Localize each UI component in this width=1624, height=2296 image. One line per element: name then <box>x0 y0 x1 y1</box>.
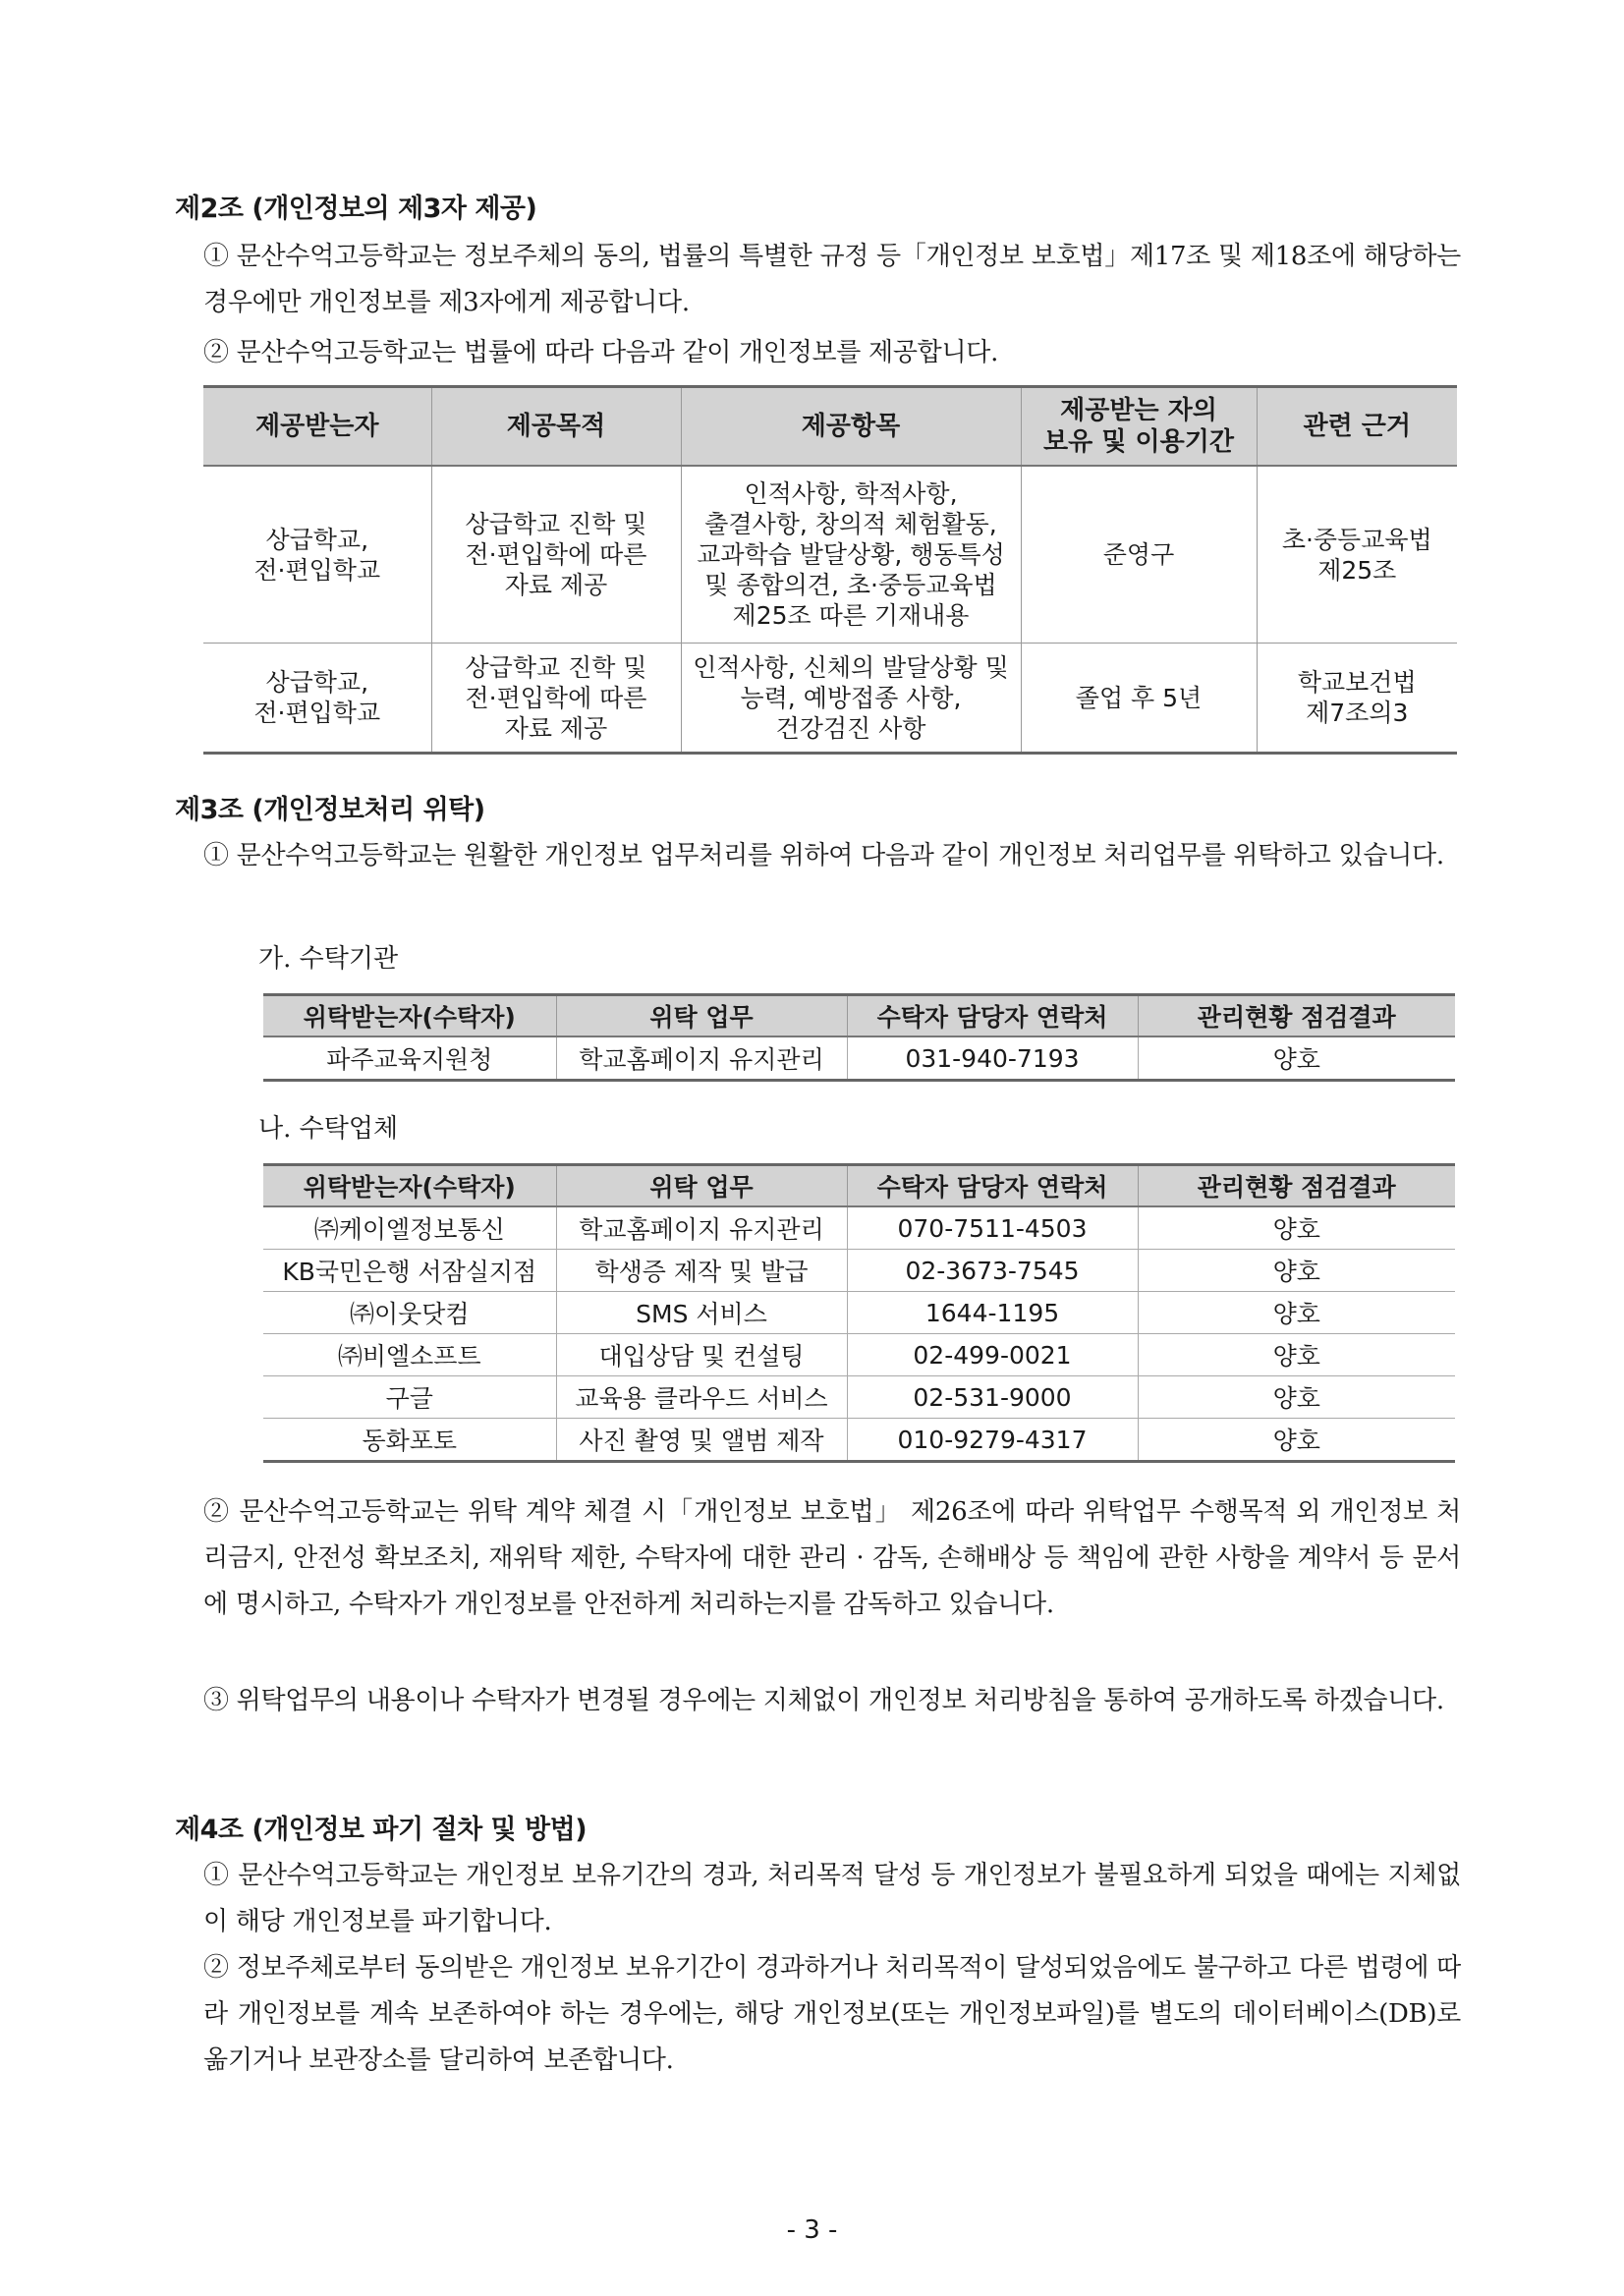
header-contact: 수탁자 담당자 연락처 <box>847 995 1138 1037</box>
table-cell: 양호 <box>1138 1376 1455 1419</box>
table-cell: 양호 <box>1138 1250 1455 1292</box>
table-cell: 02-499-0021 <box>847 1334 1138 1376</box>
table-row <box>263 1036 1455 1081</box>
article3-paragraph-2: ② 문산수억고등학교는 위탁 계약 체결 시「개인정보 보호법」 제26조에 따라 위탁업무 수행목적 외 개인정보 처리금지, 안전성 확보조치, 재위탁 제한, 수탁자에 대한 관리 · 감독, 손해배상 등 책임에 관한 사항을 계약서 등 문서에 명시하고, 수탁자가 개인정보를 안전하게 처리하는지를 감독하고 있습니다. <box>203 1497 1461 1619</box>
article3-paragraph-3: ③ 위탁업무의 내용이나 수탁자가 변경될 경우에는 지체없이 개인정보 처리방침을 통하여 공개하도록 하겠습니다. <box>203 1686 1444 1715</box>
header-task: 위탁 업무 <box>556 995 847 1037</box>
table-cell: 학교홈페이지 유지관리 <box>556 1036 847 1081</box>
table-row <box>203 644 1457 754</box>
table-cell: 상급학교, 전·편입학교 <box>203 466 431 644</box>
table-cell: 학교보건법 제7조의3 <box>1257 644 1457 754</box>
table-row <box>263 1334 1455 1376</box>
table-cell: 학생증 제작 및 발급 <box>556 1250 847 1292</box>
table-cell: KB국민은행 서잠실지점 <box>263 1250 556 1292</box>
table-cell: 졸업 후 5년 <box>1021 644 1257 754</box>
article3-paragraph-1: ① 문산수억고등학교는 원활한 개인정보 업무처리를 위하여 다음과 같이 개인정보 처리업무를 위탁하고 있습니다. <box>203 841 1444 870</box>
table-row <box>263 1376 1455 1419</box>
subsection-consignee-company: 나. 수탁업체 <box>258 1114 399 1144</box>
table-cell: 대입상담 및 컨설팅 <box>556 1334 847 1376</box>
article2-paragraph-1: ① 문산수억고등학교는 정보주체의 동의, 법률의 특별한 규정 등「개인정보 보호법」제17조 및 제18조에 해당하는 경우에만 개인정보를 제3자에게 제공합니다. <box>203 242 1461 317</box>
article3-heading: 제3조 (개인정보처리 위탁) <box>175 795 485 825</box>
table-cell: ㈜케이엘정보통신 <box>263 1206 556 1250</box>
header-task: 위탁 업무 <box>556 1165 847 1207</box>
table-row <box>263 1250 1455 1292</box>
article4-paragraph-1: ① 문산수억고등학교는 개인정보 보유기간의 경과, 처리목적 달성 등 개인정보가 불필요하게 되었을 때에는 지체없이 해당 개인정보를 파기합니다. <box>203 1861 1461 1936</box>
header-recipient: 제공받는자 <box>203 387 431 467</box>
consignee-agency-table <box>263 993 1455 1082</box>
table-cell: ㈜비엘소프트 <box>263 1334 556 1376</box>
table-cell: 인적사항, 신체의 발달상황 및 능력, 예방접종 사항, 건강검진 사항 <box>681 644 1021 754</box>
header-purpose: 제공목적 <box>431 387 681 467</box>
table-cell: 인적사항, 학적사항, 출결사항, 창의적 체험활동, 교과학습 발달상황, 행동특성 및 종합의견, 초·중등교육법 제25조 따른 기재내용 <box>681 466 1021 644</box>
table-cell: 파주교육지원청 <box>263 1036 556 1081</box>
table-cell: 초·중등교육법 제25조 <box>1257 466 1457 644</box>
table-cell: 상급학교, 전·편입학교 <box>203 644 431 754</box>
table-cell: 동화포토 <box>263 1419 556 1462</box>
table-cell: 양호 <box>1138 1036 1455 1081</box>
table-cell: 070-7511-4503 <box>847 1206 1138 1250</box>
table-cell: 031-940-7193 <box>847 1036 1138 1081</box>
header-legal-basis: 관련 근거 <box>1257 387 1457 467</box>
table-cell: 학교홈페이지 유지관리 <box>556 1206 847 1250</box>
table-row <box>203 466 1457 644</box>
table-row <box>263 1206 1455 1250</box>
table-cell: 010-9279-4317 <box>847 1419 1138 1462</box>
table-header-row <box>263 1165 1455 1207</box>
article2-heading: 제2조 (개인정보의 제3자 제공) <box>175 194 537 224</box>
table-cell: 02-531-9000 <box>847 1376 1138 1419</box>
table-cell: 상급학교 진학 및 전·편입학에 따른 자료 제공 <box>431 644 681 754</box>
subsection-consignee-agency: 가. 수탁기관 <box>258 944 399 974</box>
consignee-company-table <box>263 1163 1455 1463</box>
header-inspection-result: 관리현황 점검결과 <box>1138 1165 1455 1207</box>
table-cell: 02-3673-7545 <box>847 1250 1138 1292</box>
article2-paragraph-2: ② 문산수억고등학교는 법률에 따라 다음과 같이 개인정보를 제공합니다. <box>203 338 999 367</box>
article4-paragraph-2: ② 정보주체로부터 동의받은 개인정보 보유기간이 경과하거나 처리목적이 달성되었음에도 불구하고 다른 법령에 따라 개인정보를 계속 보존하여야 하는 경우에는, 해당 개인정보(또는 개인정보파일)를 별도의 데이터베이스(DB)로 옮기거나 보관장소를 달리하여 보존합니다. <box>203 1953 1461 2075</box>
table-cell: SMS 서비스 <box>556 1292 847 1334</box>
table-cell: 양호 <box>1138 1292 1455 1334</box>
page-number: - 3 - <box>786 2215 838 2245</box>
third-party-provision-table <box>203 385 1457 755</box>
header-inspection-result: 관리현황 점검결과 <box>1138 995 1455 1037</box>
article4-heading: 제4조 (개인정보 파기 절차 및 방법) <box>175 1815 588 1845</box>
table-cell: 상급학교 진학 및 전·편입학에 따른 자료 제공 <box>431 466 681 644</box>
header-retention-period: 제공받는 자의 보유 및 이용기간 <box>1021 387 1257 467</box>
table-row <box>263 1419 1455 1462</box>
table-cell: 양호 <box>1138 1419 1455 1462</box>
table-cell: 1644-1195 <box>847 1292 1138 1334</box>
table-cell: 양호 <box>1138 1334 1455 1376</box>
table-cell: 구글 <box>263 1376 556 1419</box>
table-header-row <box>203 387 1457 467</box>
table-cell: 교육용 클라우드 서비스 <box>556 1376 847 1419</box>
header-contact: 수탁자 담당자 연락처 <box>847 1165 1138 1207</box>
table-cell: 양호 <box>1138 1206 1455 1250</box>
header-consignee: 위탁받는자(수탁자) <box>263 1165 556 1207</box>
table-row <box>263 1292 1455 1334</box>
header-items: 제공항목 <box>681 387 1021 467</box>
table-cell: ㈜이웃닷컴 <box>263 1292 556 1334</box>
table-cell: 준영구 <box>1021 466 1257 644</box>
table-cell: 사진 촬영 및 앨범 제작 <box>556 1419 847 1462</box>
table-header-row <box>263 995 1455 1037</box>
header-consignee: 위탁받는자(수탁자) <box>263 995 556 1037</box>
